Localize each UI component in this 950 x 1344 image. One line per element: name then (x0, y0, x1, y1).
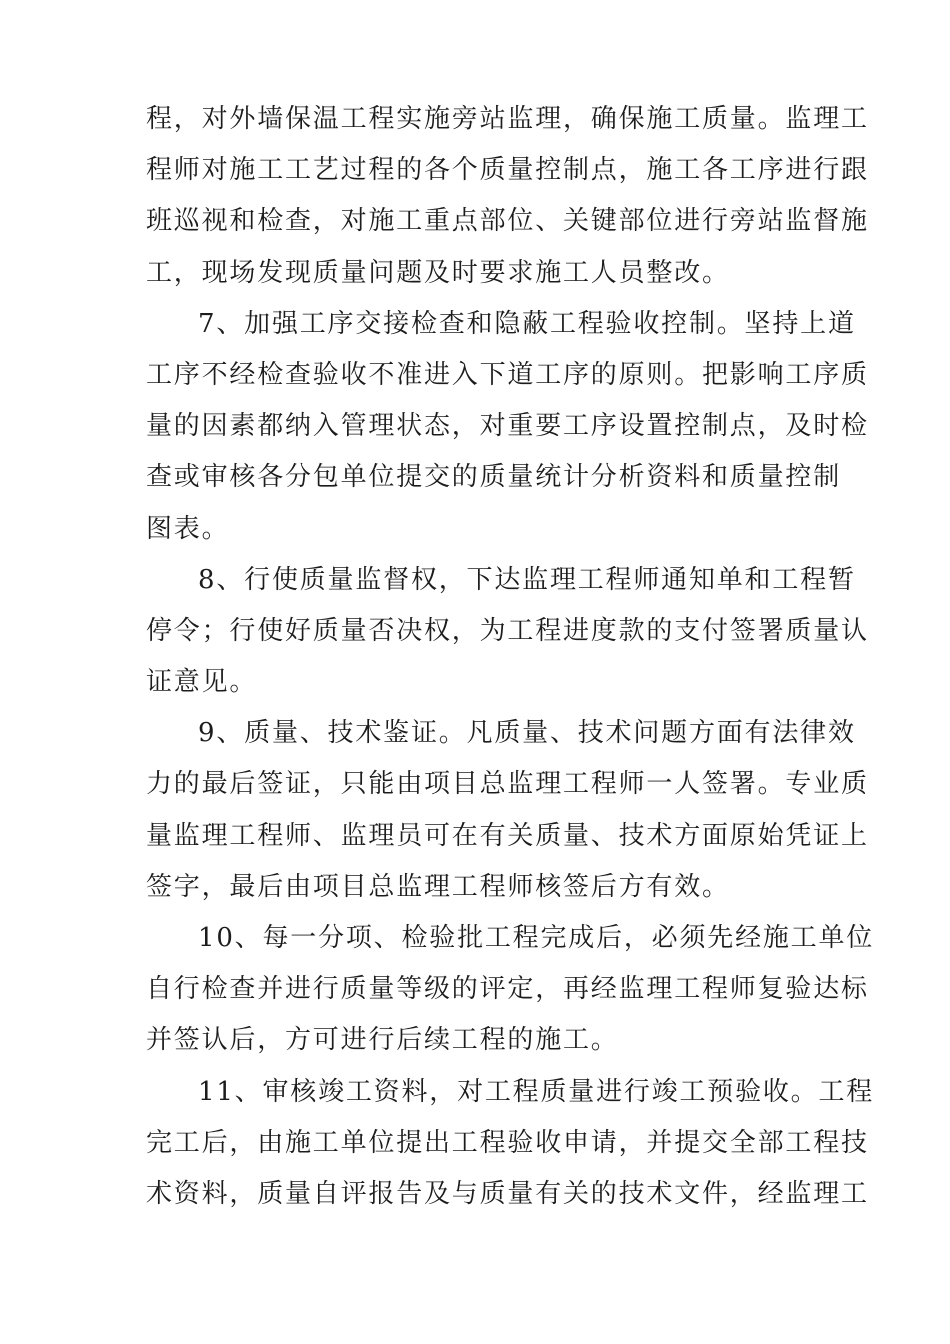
paragraph-10-start: 10、每一分项、检验批工程完成后，必须先经施工单位 (198, 923, 875, 953)
paragraph-line: 班巡视和检查，对施工重点部位、关键部位进行旁站监督施 (146, 206, 869, 237)
paragraph-line: 程，对外墙保温工程实施旁站监理，确保施工质量。监理工 (146, 104, 869, 134)
paragraph-line: 工序不经检查验收不准进入下道工序的原则。把影响工序质 (146, 359, 869, 390)
paragraph-line: 量监理工程师、监理员可在有关质量、技术方面原始凭证上 (146, 820, 869, 851)
paragraph-11-start: 11、审核竣工资料，对工程质量进行竣工预验收。工程 (198, 1076, 875, 1107)
paragraph-line: 自行检查并进行质量等级的评定，再经监理工程师复验达标 (146, 974, 869, 1005)
paragraph-line: 图表。 (146, 513, 230, 544)
paragraph-line: 停令；行使好质量否决权，为工程进度款的支付签署质量认 (146, 615, 869, 646)
paragraph-line: 签字，最后由项目总监理工程师核签后方有效。 (146, 871, 730, 902)
paragraph-line: 工，现场发现质量问题及时要求施工人员整改。 (146, 257, 730, 288)
paragraph-line: 量的因素都纳入管理状态，对重要工序设置控制点，及时检 (146, 411, 869, 442)
paragraph-line: 术资料，质量自评报告及与质量有关的技术文件，经监理工 (146, 1178, 869, 1209)
paragraph-line: 证意见。 (146, 667, 258, 698)
paragraph-9-start: 9、质量、技术鉴证。凡质量、技术问题方面有法律效 (198, 718, 856, 749)
paragraph-7-start: 7、加强工序交接检查和隐蔽工程验收控制。坚持上道 (198, 308, 856, 339)
document-body (146, 94, 875, 1220)
paragraph-line: 程师对施工工艺过程的各个质量控制点，施工各工序进行跟 (146, 155, 869, 186)
paragraph-line: 完工后，由施工单位提出工程验收申请，并提交全部工程技 (146, 1127, 869, 1158)
paragraph-line: 查或审核各分包单位提交的质量统计分析资料和质量控制 (146, 462, 842, 493)
paragraph-8-start: 8、行使质量监督权，下达监理工程师通知单和工程暂 (198, 564, 856, 595)
paragraph-line: 力的最后签证，只能由项目总监理工程师一人签署。专业质 (146, 769, 869, 800)
paragraph-line: 并签认后，方可进行后续工程的施工。 (146, 1025, 619, 1056)
